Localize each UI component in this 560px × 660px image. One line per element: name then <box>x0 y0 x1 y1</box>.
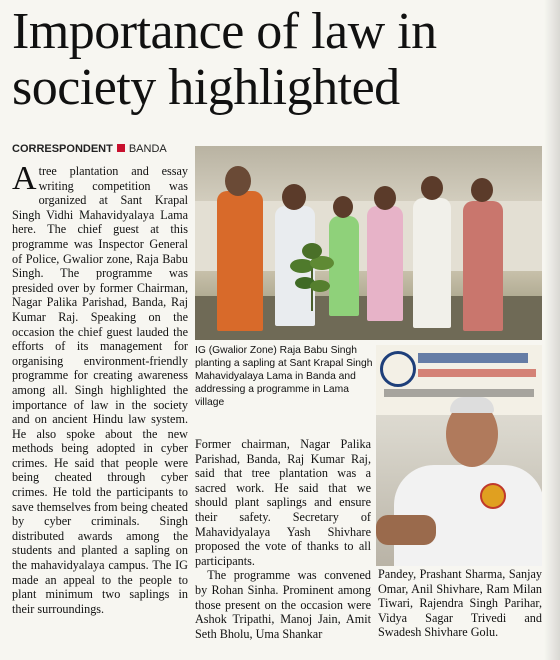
photo-person-head <box>333 196 353 218</box>
speaker-hand <box>376 515 436 545</box>
banner-text-bar <box>418 369 536 377</box>
byline-separator-square <box>117 144 125 152</box>
photo-person-checked-shirt <box>463 201 503 331</box>
photo-person-head <box>374 186 396 210</box>
badge-icon <box>480 483 506 509</box>
photo-person-white-kurta <box>413 198 451 328</box>
article-column-1 <box>12 160 188 616</box>
banner-text-bar <box>384 389 534 397</box>
speaker-hair <box>450 397 494 413</box>
article-paragraph: Former chairman, Nagar Palika Parishad, Banda, Raj Kumar Raj, said that tree plantation was a sacred work. He said that we should plant saplings and ensure their safety. Secretary of Mahavidyalaya Yash Shivhare proposed the vote of thanks to all participants. <box>195 437 371 568</box>
article-column-3: Pandey, Prashant Sharma, Sanjay Omar, Anil Shivhare, Ram Milan Tiwari, Rajendra Singh Parihar, Vidya Sagar Trivedi and Swadesh Shivhare Golu. <box>378 567 542 640</box>
byline <box>12 143 167 155</box>
banner-text-bar <box>418 353 528 363</box>
headline: Importance of law in society highlighted <box>12 3 437 116</box>
emblem-icon <box>380 351 416 387</box>
drop-cap: A <box>12 160 37 197</box>
photo-person-head <box>282 184 306 210</box>
article-col1-text: tree plantation and essay writing competition was organized at Sant Krapal Singh Vidhi Mahavidyalaya Lama here. The chief guest at this programme was Inspector General of Police, Gwalior zone, Raja Babu Singh. The programme was presided over by former Chairman, Nagar Palika Parishad, Banda, Raj Kumar Raj. Speaking on the occasion the chief guest lauded the efforts of its management for organising environment-friendly programme for creating awareness among all. Singh highlighted the importance of law in the society and on ancient Hindu law system. He also spoke about the new methods being adopted in cyber crimes. He said that people were being cheated through cyber crimes. He told the participants to save themselves from being cheated by cyber criminals. Singh distributed awards among the students and planted a sapling on the mahavidyalaya campus. The IG made an appeal to the people to plant minimum two saplings in their surroundings. <box>12 164 188 616</box>
photo-person-saffron <box>217 191 263 331</box>
photo-speaker <box>376 345 542 566</box>
byline-location: BANDA <box>128 143 167 155</box>
photo-person-head <box>421 176 443 200</box>
photo-tree-plantation <box>195 146 542 340</box>
photo-person-pink-shirt <box>367 206 403 321</box>
article-paragraph: The programme was convened by Rohan Sinha. Prominent among those present on the occasion were Ashok Tripathi, Manoj Jain, Amit Seth Bholu, Uma Shankar <box>195 568 371 641</box>
photo-person-head <box>471 178 493 202</box>
photo-caption: IG (Gwalior Zone) Raja Babu Singh planting a sapling at Sant Krapal Singh Mahavidyalaya Lama in Banda and addressing a programme in Lama village <box>195 345 373 408</box>
photo-person-head <box>225 166 251 196</box>
page-edge-shadow <box>544 0 560 660</box>
sapling-icon <box>287 241 337 311</box>
article-column-2 <box>195 437 371 641</box>
byline-label: CORRESPONDENT <box>12 143 113 155</box>
